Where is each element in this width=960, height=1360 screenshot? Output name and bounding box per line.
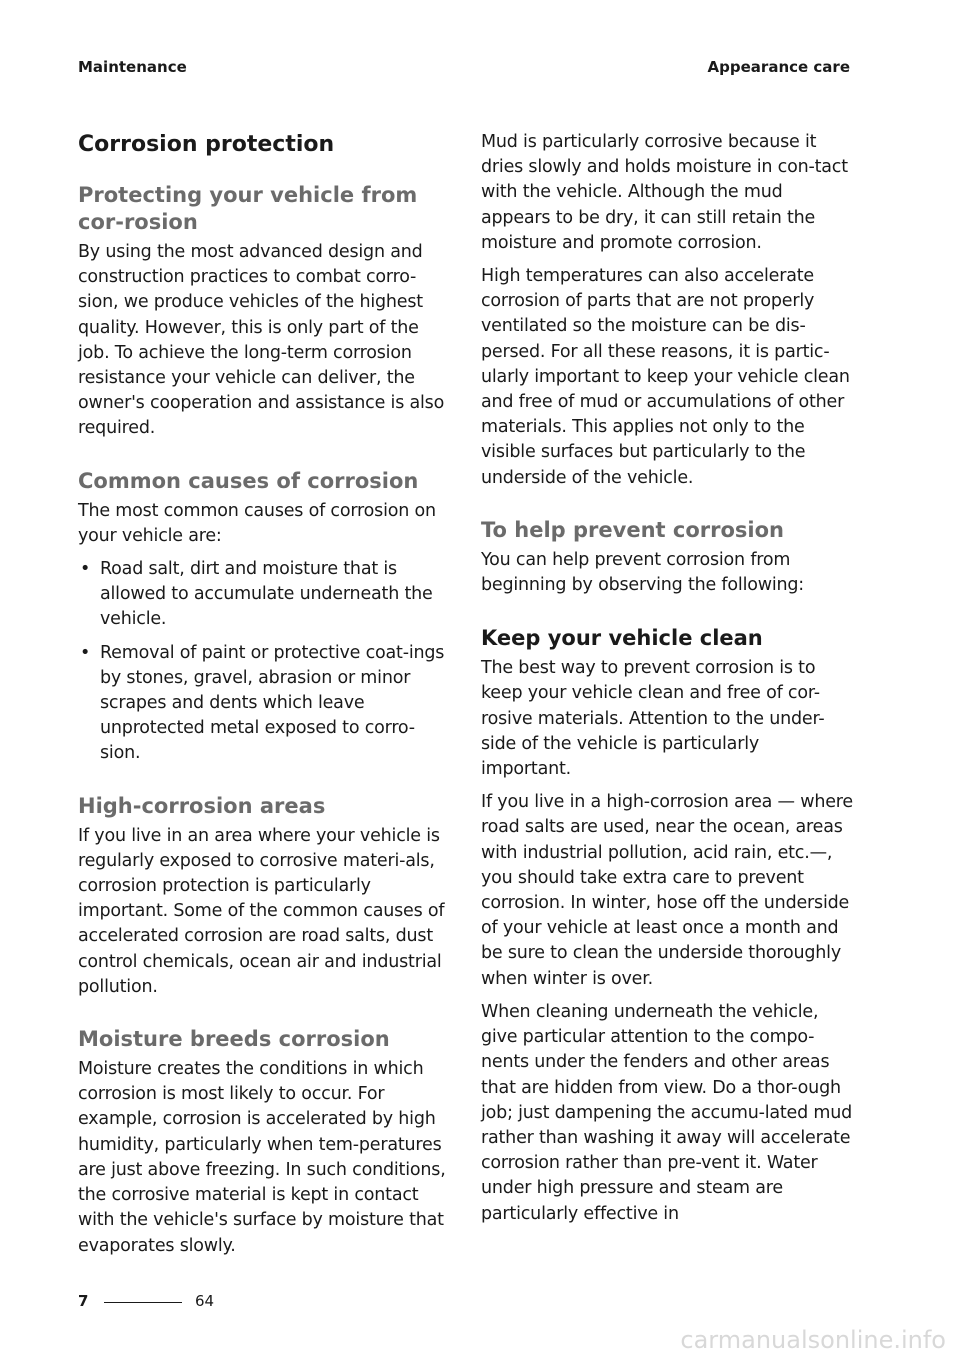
paragraph-mud: Mud is particularly corrosive because it dries slowly and holds moisture in con-tact with the vehicle. Although the mud appears to be dry, it can still retain the moisture and promote corrosion. (481, 132, 848, 253)
causes-list (78, 557, 450, 767)
left-column (78, 130, 450, 1267)
right-column (481, 130, 853, 1235)
paragraph-help-prevent: You can help prevent corrosion from beginning by observing the following: (481, 549, 805, 596)
paragraph-keep-clean-1: The best way to prevent corrosion is to keep your vehicle clean and free of cor-rosive materials. Attention to the under-side of the vehicle is particularly important. (481, 658, 825, 780)
paragraph-protecting: By using the most advanced design and construction practices to combat corro-sion, we produce vehicles of the highest quality. However, this is only part of the job. To achieve the long-term corrosion resistance your vehicle can deliver, the owner's cooperation and assistance is also required. (78, 242, 445, 439)
header-subsection-title: Appearance care (707, 58, 850, 76)
page-title: Corrosion protection (78, 132, 335, 157)
header-section-title: Maintenance (78, 58, 187, 76)
paragraph-keep-clean-3: When cleaning underneath the vehicle, give particular attention to the compo-nents under the fenders and other areas that are hidden from view. Do a thor-ough job; just dampening the accumu-lated mud rather than washing it away will accelerate corrosion rather than pre-vent it. Water under high pressure and steam are particularly effective in (481, 1001, 853, 1224)
list-item-text: Removal of paint or protective coat-ings by stones, gravel, abrasion or minor scrapes and dents which leave unprotected metal exposed to corro-sion. (100, 642, 445, 764)
heading-protecting: Protecting your vehicle from cor-rosion (78, 183, 418, 234)
paragraph-common-causes-intro: The most common causes of corrosion on your vehicle are: (78, 500, 436, 546)
heading-common-causes: Common causes of corrosion (78, 468, 419, 493)
footer-divider (104, 1302, 182, 1303)
watermark: carmanualsonline.info (680, 1326, 946, 1354)
bullet-icon: • (80, 642, 91, 663)
paragraph-keep-clean-2: If you live in a high-corrosion area — where road salts are used, near the ocean, areas with industrial pollution, acid rain, etc.—, you should take extra care to prevent corrosion. In winter, hose off the underside of your vehicle at least once a month and be sure to clean the underside thoroughly when winter is over. (481, 792, 853, 989)
list-item-text: Road salt, dirt and moisture that is allowed to accumulate underneath the vehicle. (100, 559, 433, 630)
paragraph-high-corrosion: If you live in an area where your vehicle is regularly exposed to corrosive materi-als, corrosion protection is particularly important. Some of the common causes of accelerated corrosion are road salts, dust control chemicals, ocean air and industrial pollution. (78, 825, 445, 997)
page-number: 64 (195, 1292, 215, 1310)
heading-moisture: Moisture breeds corrosion (78, 1027, 390, 1052)
paragraph-moisture: Moisture creates the conditions in which corrosion is most likely to occur. For example, corrosion is accelerated by high humidity, particularly when tem-peratures are just above freezing. In such conditions, the corrosive material is kept in contact with the vehicle's surface by moisture that evaporates slowly. (78, 1059, 446, 1256)
heading-high-corrosion: High-corrosion areas (78, 793, 326, 818)
chapter-number: 7 (78, 1292, 89, 1310)
bullet-icon: • (80, 559, 91, 580)
heading-keep-clean: Keep your vehicle clean (481, 626, 763, 651)
paragraph-high-temperatures: High temperatures can also accelerate corrosion of parts that are not properly ventilated so the moisture can be dis-persed. For all these reasons, it is partic-ularly important to keep your vehicle clean and free of mud or accumulations of other materials. This applies not only to the visible surfaces but particularly to the underside of the vehicle. (481, 266, 850, 488)
list-item (78, 641, 450, 767)
heading-help-prevent: To help prevent corrosion (481, 517, 784, 542)
list-item (78, 557, 450, 633)
page-footer (78, 1292, 278, 1316)
